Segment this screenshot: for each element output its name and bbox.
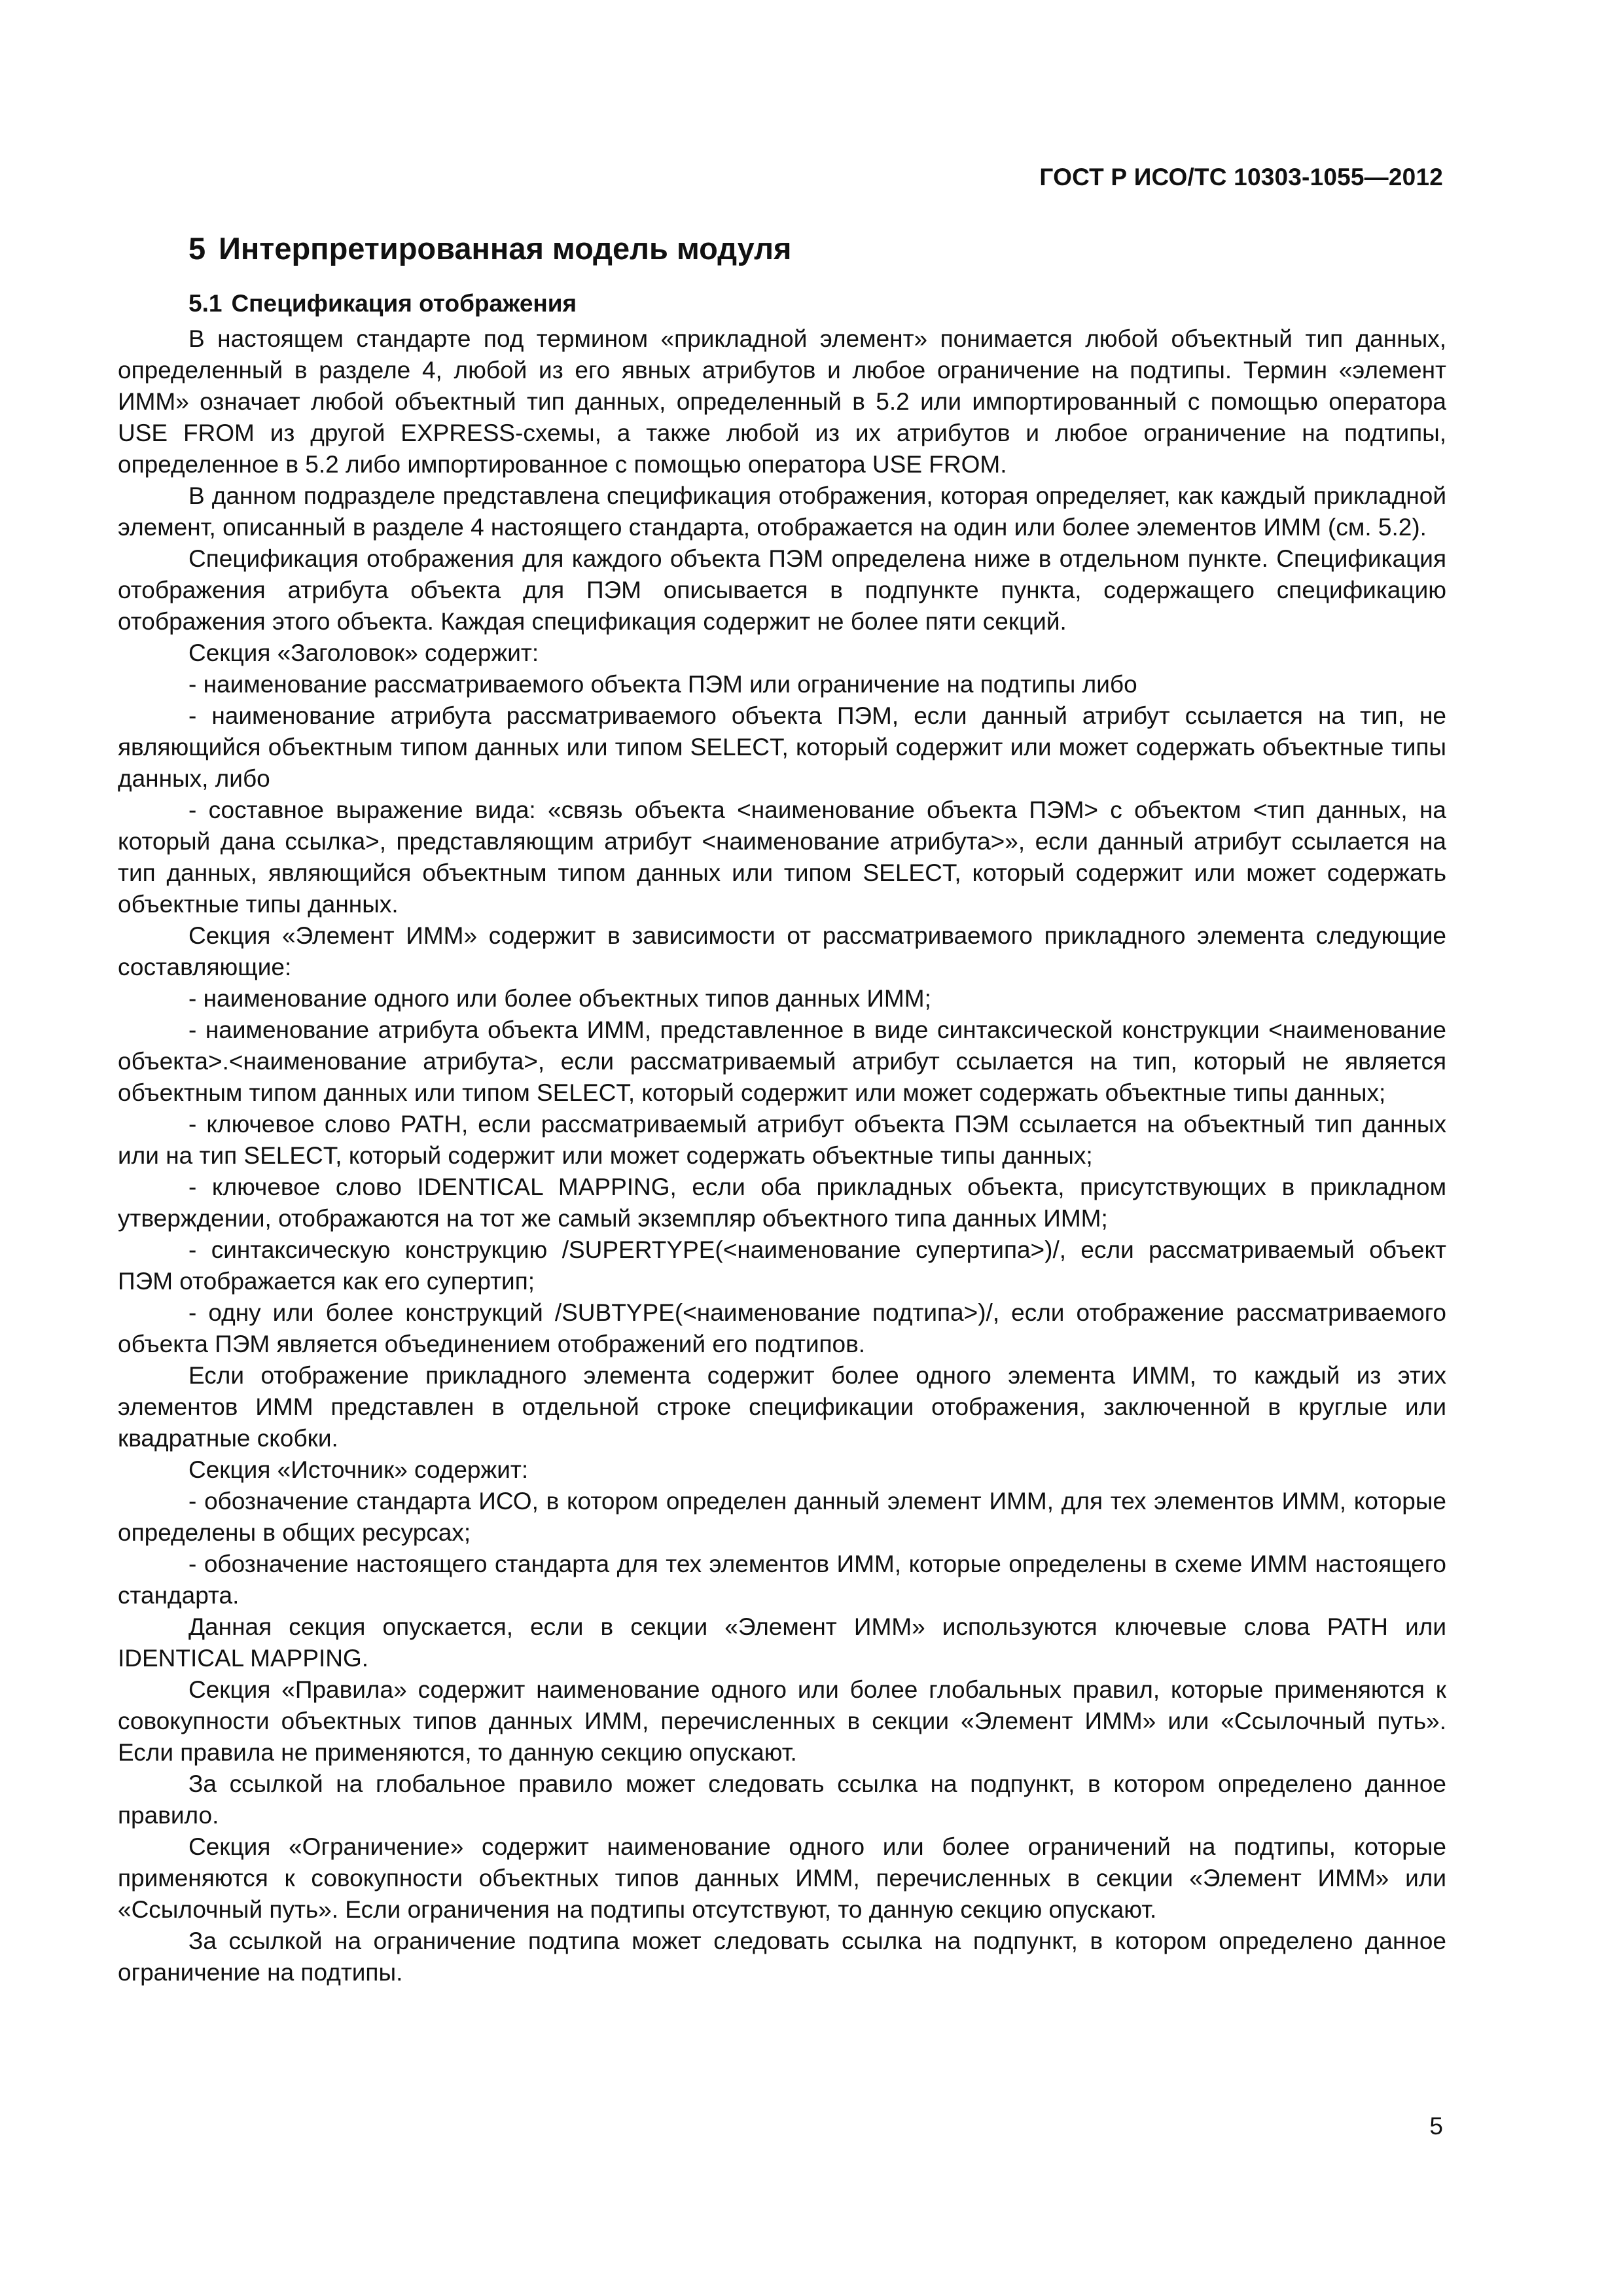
paragraph: - составное выражение вида: «связь объекта <наименование объекта ПЭМ> с объектом <тип данных, на который дана ссылка>, представляющим атрибут <наименование атрибута>», если данный атрибут ссылается на тип данных, являющийся объектным типом данных или типом SELECT, который содержит или может содержать объектные типы данных. — [118, 797, 1446, 918]
paragraph: Спецификация отображения для каждого объекта ПЭМ определена ниже в отдельном пункте. Спецификация отображения атрибута объекта для ПЭМ описывается в подпункте пункта, содержащего спецификацию отображения этого объекта. Каждая спецификация содержит не более пяти секций. — [118, 545, 1446, 635]
paragraph: Секция «Заголовок» содержит: — [188, 639, 539, 666]
paragraph: - наименование атрибута объекта ИММ, представленное в виде синтаксической конструкции <наименование объекта>.<наименование атрибута>, если рассматриваемый атрибут ссылается на тип, который не является объектным типом данных или типом SELECT, который содержит или может содержать объектные типы данных; — [118, 1016, 1446, 1106]
paragraph: - наименование рассматриваемого объекта ПЭМ или ограничение на подтипы либо — [188, 671, 1137, 698]
paragraph: - одну или более конструкций /SUBTYPE(<наименование подтипа>)/, если отображение рассматриваемого объекта ПЭМ является объединением отображений его подтипов. — [118, 1299, 1446, 1357]
document-identifier: ГОСТ Р ИСО/ТС 10303-1055—2012 — [1039, 164, 1443, 190]
section-heading — [188, 229, 1446, 268]
paragraph: За ссылкой на ограничение подтипа может следовать ссылка на подпункт, в котором определено данное ограничение на подтипы. — [118, 1928, 1446, 1986]
section-title: Интерпретированная модель модуля — [219, 231, 792, 266]
paragraph: За ссылкой на глобальное правило может следовать ссылка на подпункт, в котором определено данное правило. — [118, 1770, 1446, 1829]
paragraph: - обозначение стандарта ИСО, в котором определен данный элемент ИММ, для тех элементов ИММ, которые определены в общих ресурсах; — [118, 1488, 1446, 1546]
section-number: 5 — [188, 231, 206, 266]
paragraph: Секция «Ограничение» содержит наименование одного или более ограничений на подтипы, которые применяются к совокупности объектных типов данных ИММ, перечисленных в секции «Элемент ИММ» или «Ссылочный путь». Если ограничения на подтипы отсутствуют, то данную секцию опускают. — [118, 1833, 1446, 1923]
paragraph: - ключевое слово PATH, если рассматриваемый атрибут объекта ПЭМ ссылается на объектный тип данных или на тип SELECT, который содержит или может содержать объектные типы данных; — [118, 1111, 1446, 1169]
subsection-heading — [188, 288, 1446, 319]
paragraph: Данная секция опускается, если в секции «Элемент ИММ» используются ключевые слова PATH или IDENTICAL MAPPING. — [118, 1613, 1446, 1672]
paragraph: В настоящем стандарте под термином «прикладной элемент» понимается любой объектный тип данных, определенный в разделе 4, любой из его явных атрибутов и любое ограничение на подтипы. Термин «элемент ИММ» означает любой объектный тип данных, определенный в 5.2 или импортированный с помощью оператора USE FROM из другой EXPRESS-схемы, а также любой из их атрибутов и любое ограничение на подтипы, определенное в 5.2 либо импортированное с помощью оператора USE FROM. — [118, 325, 1446, 478]
paragraph: - обозначение настоящего стандарта для тех элементов ИММ, которые определены в схеме ИММ настоящего стандарта. — [118, 1551, 1446, 1609]
paragraph: Секция «Источник» содержит: — [188, 1456, 529, 1483]
paragraph: - синтаксическую конструкцию /SUPERTYPE(<наименование супертипа>)/, если рассматриваемый объект ПЭМ отображается как его супертип; — [118, 1236, 1446, 1295]
subsection-title: Спецификация отображения — [231, 290, 577, 317]
paragraph: В данном подразделе представлена спецификация отображения, которая определяет, как каждый прикладной элемент, описанный в разделе 4 настоящего стандарта, отображается на один или более элементов ИММ (см. 5.2). — [118, 482, 1446, 541]
paragraph: - наименование атрибута рассматриваемого объекта ПЭМ, если данный атрибут ссылается на тип, не являющийся объектным типом данных или типом SELECT, который содержит или может содержать объектные типы данных, либо — [118, 702, 1446, 792]
paragraph: Если отображение прикладного элемента содержит более одного элемента ИММ, то каждый из этих элементов ИММ представлен в отдельной строке спецификации отображения, заключенной в круглые или квадратные скобки. — [118, 1362, 1446, 1452]
page-number: 5 — [1429, 2113, 1443, 2140]
paragraph: Секция «Правила» содержит наименование одного или более глобальных правил, которые применяются к совокупности объектных типов данных ИММ, перечисленных в секции «Элемент ИММ» или «Ссылочный путь». Если правила не применяются, то данную секцию опускают. — [118, 1676, 1446, 1766]
paragraph: - ключевое слово IDENTICAL MAPPING, если оба прикладных объекта, присутствующих в прикладном утверждении, отображаются на тот же самый экземпляр объектного типа данных ИММ; — [118, 1174, 1446, 1232]
paragraph: - наименование одного или более объектных типов данных ИММ; — [188, 985, 931, 1012]
body-text — [118, 323, 1446, 1988]
paragraph: Секция «Элемент ИММ» содержит в зависимости от рассматриваемого прикладного элемента следующие составляющие: — [118, 922, 1446, 980]
page-content — [118, 229, 1446, 1988]
subsection-number: 5.1 — [188, 290, 223, 317]
